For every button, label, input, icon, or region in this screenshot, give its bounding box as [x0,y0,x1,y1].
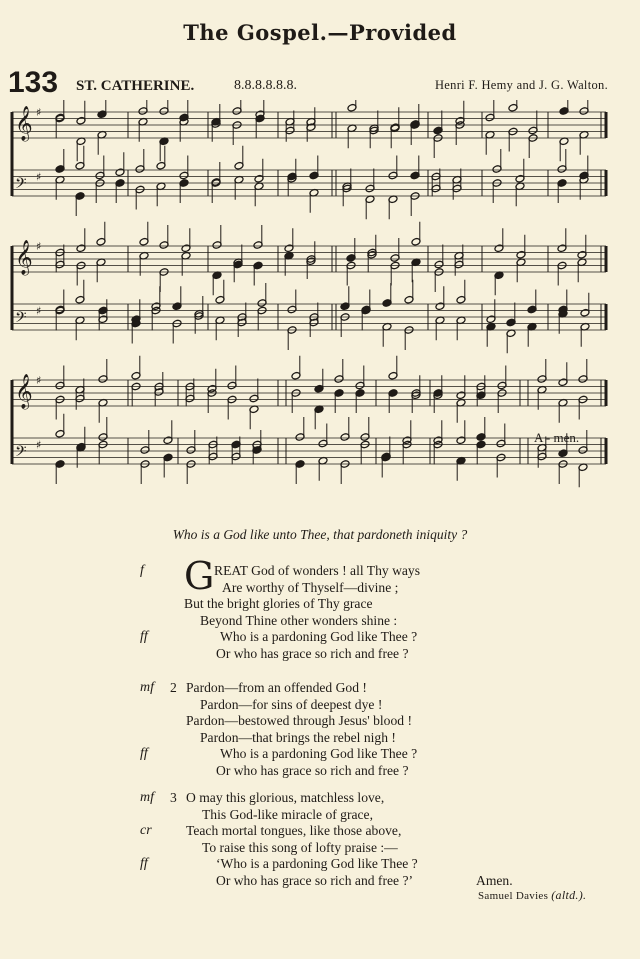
amen-lyric: A - men. [534,430,580,445]
meter: 8.8.8.8.8.8. [234,78,297,93]
line-text: Or who has grace so rich and free ? [216,762,409,778]
composers: Henri F. Hemy and J. G. Walton. [434,78,608,92]
line-text: ‘Who is a pardoning God like Thee ? [216,856,418,871]
bass-clef-icon: 𝄢 [15,174,27,196]
verse-line [140,713,620,730]
epigraph: Who is a God like unto Thee, that pardoneth iniquity ? [172,527,468,542]
treble-clef-icon: 𝄞 [15,239,33,275]
treble-clef-icon: 𝄞 [15,373,33,409]
verse-2 [140,680,620,779]
line-text: Beyond Thine other wonders shine : [200,612,398,628]
page-header: The Gospel.—Provided [183,20,457,45]
line-text: To raise this song of lofty praise :— [202,839,398,855]
verse-number: 3 [170,790,177,805]
line-text: Or who has grace so rich and free ? [216,645,409,661]
line-text: Pardon—from an offended God ! [186,680,367,695]
line-text: REAT God of wonders ! all Thy ways [214,563,421,578]
line-text: Teach mortal tongues, like those above, [186,823,402,838]
line-text: Pardon—bestowed through Jesus' blood ! [186,713,412,728]
dynamic-mark: mf [140,790,154,805]
dynamic-mark: mf [140,680,154,695]
author-name: Samuel Davies [478,890,549,902]
verse-1 [140,554,620,662]
verse-number: 2 [170,680,177,695]
dynamic-mark: cr [140,823,152,838]
music-score [10,100,614,500]
sharp-icon: ♯ [36,105,42,119]
verse-line [140,697,620,714]
line-text: Or who has grace so rich and free ?’ [216,872,414,888]
verse-line [140,840,620,857]
drop-cap: G [184,554,215,598]
verse-line [140,680,620,697]
bass-clef-icon: 𝄢 [15,308,27,330]
hymn-number: 133 [8,66,59,99]
line-text: Are worthy of Thyself—divine ; [222,579,399,595]
line-text: Pardon—for sins of deepest dye ! [200,696,383,712]
verse-line [140,873,620,890]
verse-line [140,823,620,840]
verse-line [140,580,620,597]
amen-text: Amen. [476,872,513,888]
sharp-icon: ♯ [36,170,42,184]
line-text: O may this glorious, matchless love, [186,790,385,805]
sharp-icon: ♯ [36,304,42,318]
verse-line [140,563,620,580]
line-text: But the bright glories of Thy grace [184,596,373,611]
hymn-heading [8,68,608,102]
sharp-icon: ♯ [36,239,42,253]
sharp-icon: ♯ [36,438,42,452]
tune-name: ST. CATHERINE. [76,78,195,94]
treble-clef-icon: 𝄞 [15,105,33,141]
author-note: (altd.). [551,888,587,902]
dynamic-mark: ff [140,629,148,644]
verse-line [140,730,620,747]
verse-3 [140,790,620,889]
verse-line [140,613,620,630]
verse-line [140,763,620,780]
dynamic-mark: f [140,563,144,578]
verse-line [140,807,620,824]
verse-line [140,746,620,763]
line-text: Who is a pardoning God like Thee ? [220,746,418,761]
sharp-icon: ♯ [36,373,42,387]
author-credit [478,888,586,903]
line-text: Pardon—that brings the rebel nigh ! [200,729,396,745]
line-text: Who is a pardoning God like Thee ? [220,629,418,644]
verse-line [140,596,620,613]
bass-clef-icon: 𝄢 [15,442,27,464]
dynamic-mark: ff [140,746,148,761]
verse-line [140,646,620,663]
verse-line [140,790,620,807]
dynamic-mark: ff [140,856,148,871]
line-text: This God-like miracle of grace, [202,806,373,822]
verse-line [140,629,620,646]
